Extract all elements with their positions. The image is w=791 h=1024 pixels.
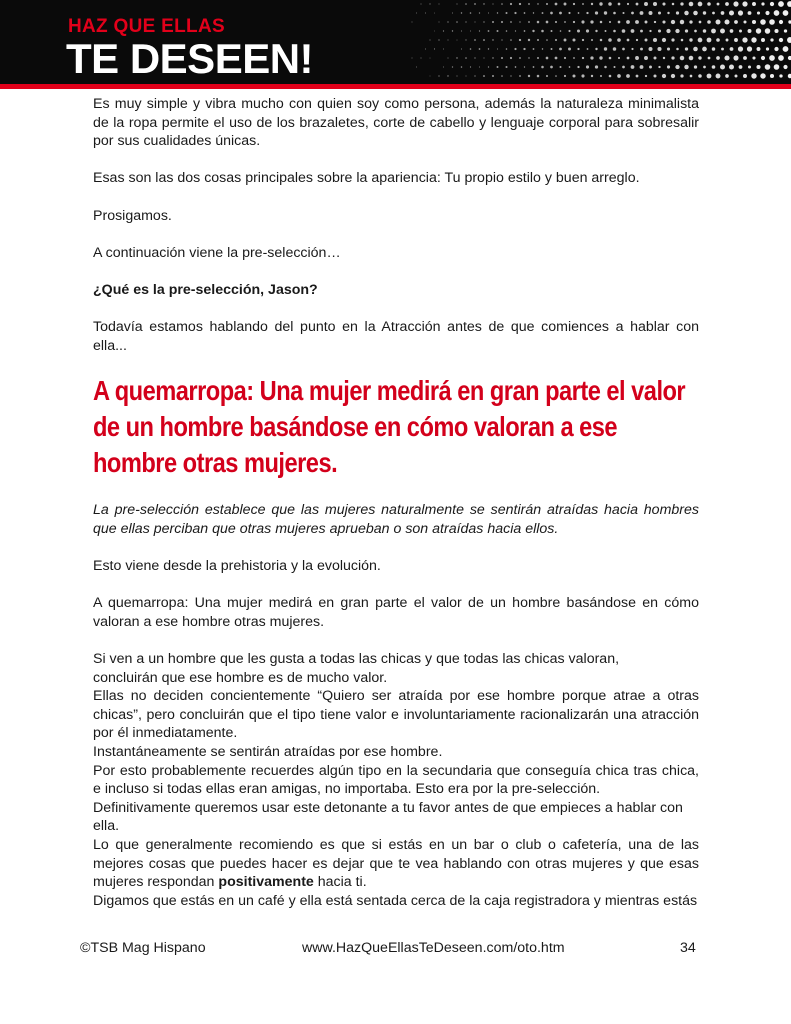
section-heading: ¿Qué es la pre-selección, Jason? xyxy=(93,281,318,298)
bold-emphasis: positivamente xyxy=(218,874,314,891)
halftone-dots-decoration xyxy=(271,0,791,84)
paragraph: Ellas no deciden concientemente “Quiero ser atraída por ese hombre porque atrae a otras chicas”, pero concluirán que el tipo tiene valor e involuntariamente racionalizarán una atracción por él inmediatamente. xyxy=(93,688,699,742)
paragraph: A quemarropa: Una mujer medirá en gran parte el valor de un hombre basándose en cómo valoran a ese hombre otras mujeres. xyxy=(93,595,699,630)
copyright-text: ©TSB Mag Hispano xyxy=(80,940,206,956)
page-footer xyxy=(0,940,791,960)
paragraph: Por esto probablemente recuerdes algún tipo en la secundaria que conseguía chica tras chica, e incluso si todas ellas eran amigas, no importaba. Esto era por la pre-selección. xyxy=(93,762,699,798)
paragraph: concluirán que ese hombre es de mucho valor. xyxy=(93,669,388,686)
paragraph: Esas son las dos cosas principales sobre la apariencia: Tu propio estilo y buen arreglo. xyxy=(93,170,640,187)
footer-url-link[interactable]: www.HazQueEllasTeDeseen.com/oto.htm xyxy=(302,940,565,956)
paragraph xyxy=(93,836,699,892)
brand-title-bottom: TE DESEEN! xyxy=(66,35,314,82)
page-number: 34 xyxy=(680,940,696,956)
brand-title-top: HAZ QUE ELLAS xyxy=(68,16,225,37)
header-divider xyxy=(0,84,791,89)
paragraph: Si ven a un hombre que les gusta a todas las chicas y que todas las chicas valoran, xyxy=(93,651,620,668)
page-header xyxy=(0,0,791,84)
text-run: Lo que generalmente recomiendo es que si estás en un bar o club o cafetería, una de las mejores cosas que puedes hacer es dejar que te vea hablando con otras mujeres y que esas mujeres respondan xyxy=(93,837,699,891)
page-body xyxy=(93,95,699,910)
paragraph: Definitivamente queremos usar este detonante a tu favor antes de que empieces a hablar con ella. xyxy=(93,799,683,835)
headline-callout: A quemarropa: Una mujer medirá en gran parte el valor de un hombre basándose en cómo valoran a ese hombre otras mujeres. xyxy=(93,375,686,479)
paragraph: Digamos que estás en un café y ella está sentada cerca de la caja registradora y mientras estás xyxy=(93,892,698,909)
paragraph: Esto viene desde la prehistoria y la evolución. xyxy=(93,558,381,575)
paragraph: Todavía estamos hablando del punto en la Atracción antes de que comiences a hablar con ella... xyxy=(93,319,699,354)
paragraph: Es muy simple y vibra mucho con quien soy como persona, además la naturaleza minimalista de la ropa permite el uso de los brazaletes, corte de cabello y lenguaje corporal para sobresalir por sus cualidades únicas. xyxy=(93,96,699,150)
text-run: hacia ti. xyxy=(313,874,367,891)
paragraph: Instantáneamente se sentirán atraídas por ese hombre. xyxy=(93,744,443,761)
paragraph: A continuación viene la pre-selección… xyxy=(93,244,341,261)
paragraph: Prosigamos. xyxy=(93,207,172,224)
italic-definition: La pre-selección establece que las mujeres naturalmente se sentirán atraídas hacia hombres que ellas perciban que otras mujeres aprueban o son atraídas hacia ellos. xyxy=(93,502,699,537)
